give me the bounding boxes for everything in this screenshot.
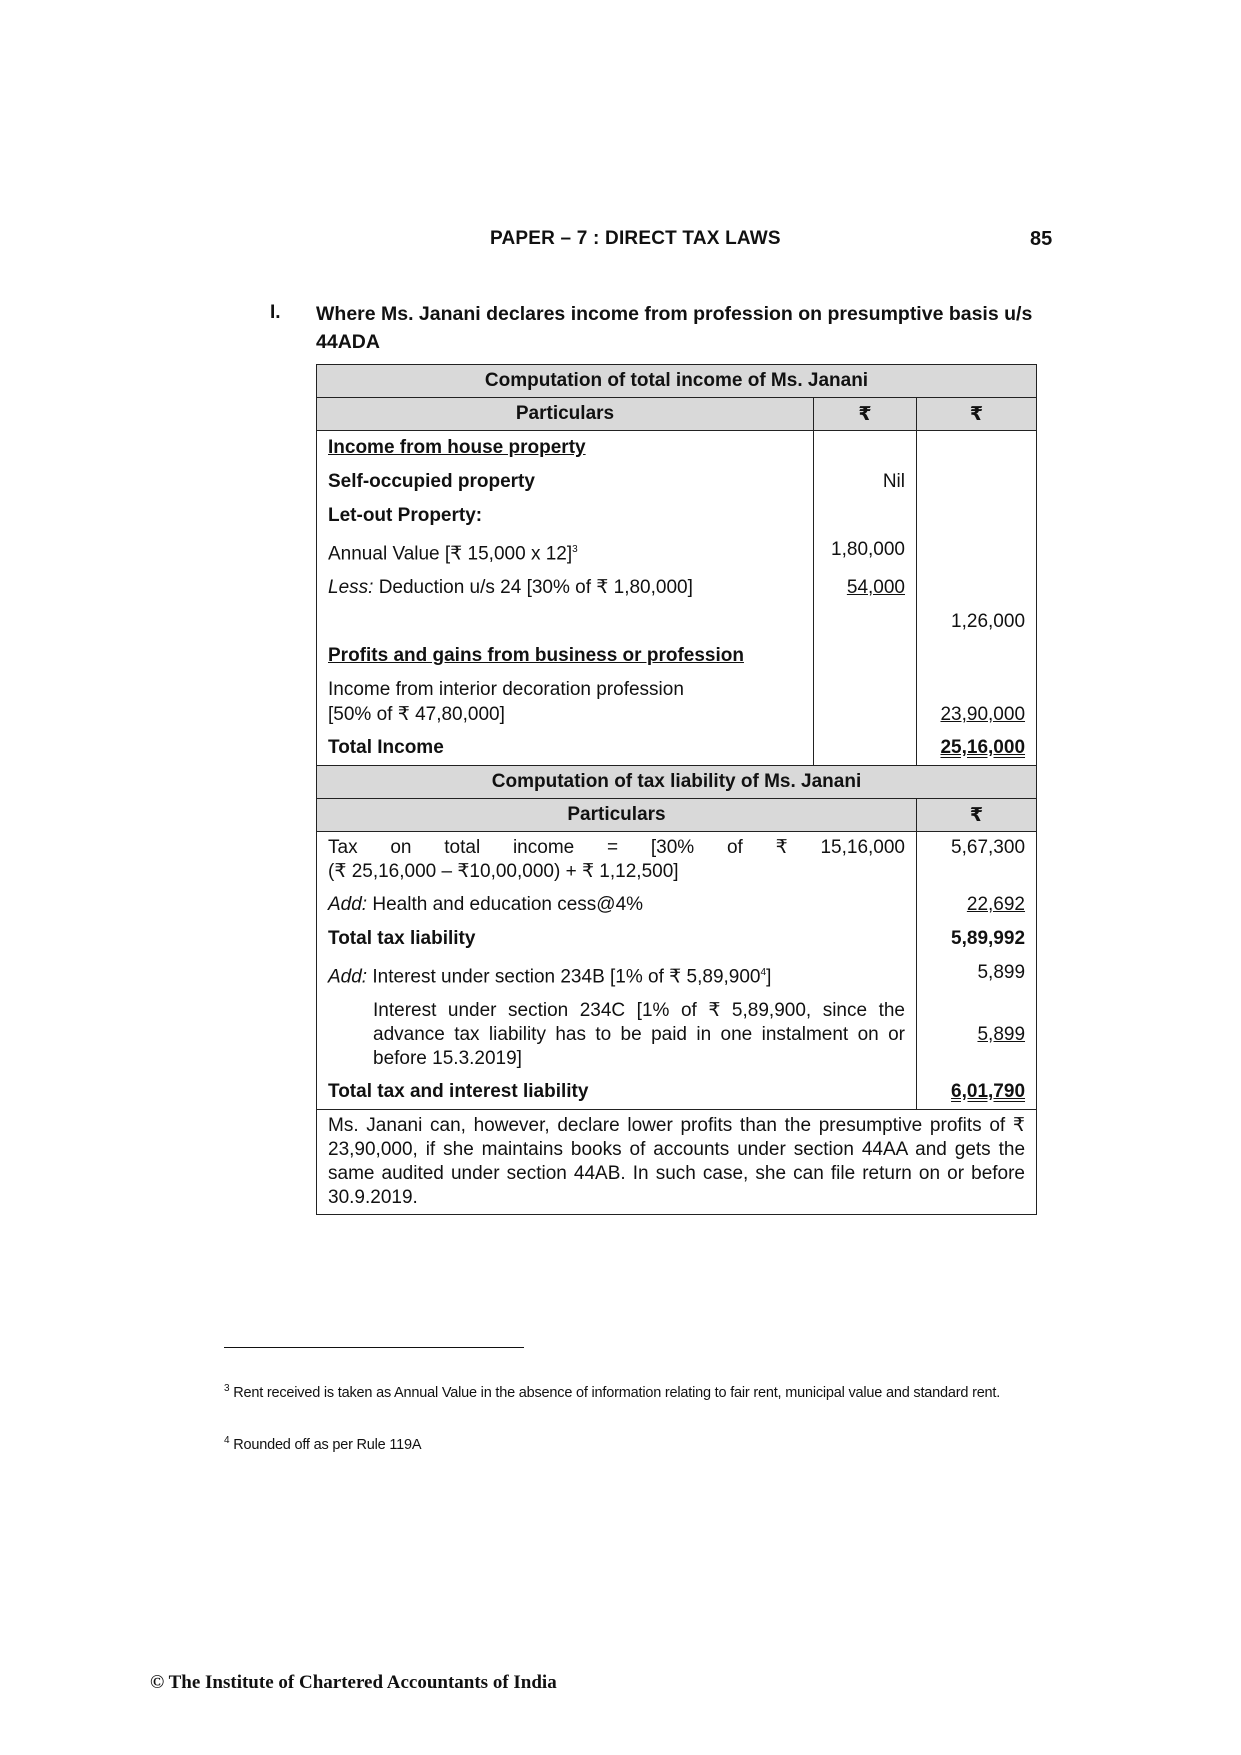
house-property-total: 1,26,000 (917, 605, 1037, 639)
footnote-4 (224, 1428, 1024, 1458)
self-occupied-value: Nil (814, 465, 917, 499)
annual-value-amount: 1,80,000 (814, 533, 917, 571)
table-row (317, 605, 1037, 639)
table-row (317, 1109, 1037, 1214)
cess-amount: 22,692 (917, 888, 1037, 922)
table1-caption-row (317, 365, 1037, 398)
interest-234b-cell: Add: Interest under section 234B [1% of ₹ 5,89,900$^4$] (317, 956, 917, 994)
total-income-label: Total Income (317, 731, 814, 766)
table2-col-particulars: Particulars (317, 799, 917, 832)
tax-line-2: (₹ 25,16,000 – ₹10,00,000) + ₹ 1,12,500] (328, 861, 679, 883)
table2-caption-row (317, 766, 1037, 799)
table-row (317, 832, 1037, 889)
table-row (317, 639, 1037, 673)
interior-line-1: Income from interior decoration profession (328, 679, 684, 701)
tax-on-income-amount: 5,67,300 (917, 832, 1037, 889)
section-number: I. (270, 302, 281, 323)
table2-col-rupee: ₹ (917, 799, 1037, 832)
table-row (317, 1075, 1037, 1110)
footnote-ref-4: 4 (760, 967, 767, 979)
table2-caption: Computation of tax liability of Ms. Janani (317, 766, 1037, 799)
footnote-4-text: Rounded off as per Rule 119A (233, 1436, 422, 1453)
table-row (317, 888, 1037, 922)
table-row (317, 431, 1037, 466)
cess-cell (317, 888, 917, 922)
table1-col-rupee-1: ₹ (814, 398, 917, 431)
table-row (317, 465, 1037, 499)
copyright-footer: © The Institute of Chartered Accountants of India (150, 1672, 557, 1693)
footnote-4-number: 4 (224, 1435, 230, 1446)
tax-on-income-cell (317, 832, 917, 889)
interior-amount: 23,90,000 (917, 673, 1037, 731)
tax-line-1: Tax on total income = [30% of ₹ 15,16,000 (328, 837, 905, 859)
footnote-divider (224, 1347, 524, 1348)
total-tax-amount: 5,89,992 (917, 922, 1037, 956)
table1-caption: Computation of total income of Ms. Janani (317, 365, 1037, 398)
cess-label: Health and education cess@4% (367, 894, 644, 916)
table1-header-row (317, 398, 1037, 431)
interest-234c-label: Interest under section 234C [1% of ₹ 5,89,900, since the advance tax liability has to be paid in one instalment on or before 15.3.2019] (317, 995, 917, 1075)
deduction-label: Deduction u/s 24 [30% of ₹ 1,80,000] (373, 577, 693, 599)
computation-table (316, 364, 1037, 1215)
table-row (317, 499, 1037, 533)
table2-header-row (317, 799, 1037, 832)
self-occupied-label: Self-occupied property (317, 465, 814, 499)
interior-line-2: [50% of ₹ 47,80,000] (328, 704, 505, 726)
house-property-heading: Income from house property (317, 431, 814, 466)
annual-value-cell (317, 533, 814, 571)
interest-234b-amount: 5,899 (917, 956, 1037, 994)
footnote-3-text: Rent received is taken as Annual Value in the absence of information relating to fair rent, municipal value and standard rent. (233, 1384, 1001, 1401)
page-number: 85 (1030, 228, 1053, 250)
page-header-title: PAPER – 7 : DIRECT TAX LAWS (490, 228, 781, 249)
less-label: Less: (328, 577, 374, 599)
footnote-3 (224, 1376, 1024, 1406)
section-title: Where Ms. Janani declares income from profession on presumptive basis u/s 44ADA (316, 303, 1033, 353)
table-row (317, 673, 1037, 731)
table-row (317, 571, 1037, 605)
footnote-ref-3: 3 (572, 544, 578, 555)
table-row (317, 731, 1037, 766)
grand-total-label: Total tax and interest liability (317, 1075, 917, 1110)
interest-234b-add-label: Add: (328, 966, 368, 988)
presumptive-note: Ms. Janani can, however, declare lower profits than the presumptive profits of ₹ 23,90,000, if she maintains books of accounts under section 44AA and gets the same audited under section 44AB. In such case, she can file return on or before 30.9.2019. (317, 1109, 1037, 1214)
table1-col-particulars: Particulars (317, 398, 814, 431)
annual-value-label: Annual Value [₹ 15,000 x 12] (328, 543, 573, 565)
interest-234b-label: Interest under section 234B [1% of ₹ 5,89,900 (367, 966, 761, 988)
table-row (317, 533, 1037, 571)
table-row (317, 995, 1037, 1075)
let-out-label: Let-out Property: (317, 499, 814, 533)
interest-234c-amount: 5,899 (917, 995, 1037, 1075)
footnote-3-number: 3 (224, 1383, 230, 1394)
total-tax-label: Total tax liability (317, 922, 917, 956)
table-row (317, 956, 1037, 994)
table-row (317, 922, 1037, 956)
total-income-amount: 25,16,000 (917, 731, 1037, 766)
table1-col-rupee-2: ₹ (917, 398, 1037, 431)
grand-total-amount: 6,01,790 (917, 1075, 1037, 1110)
pgbp-heading: Profits and gains from business or profession (317, 639, 814, 673)
deduction-amount: 54,000 (814, 571, 917, 605)
deduction-cell (317, 571, 814, 605)
interior-decoration-cell (317, 673, 814, 731)
cess-add-label: Add: (328, 894, 368, 916)
